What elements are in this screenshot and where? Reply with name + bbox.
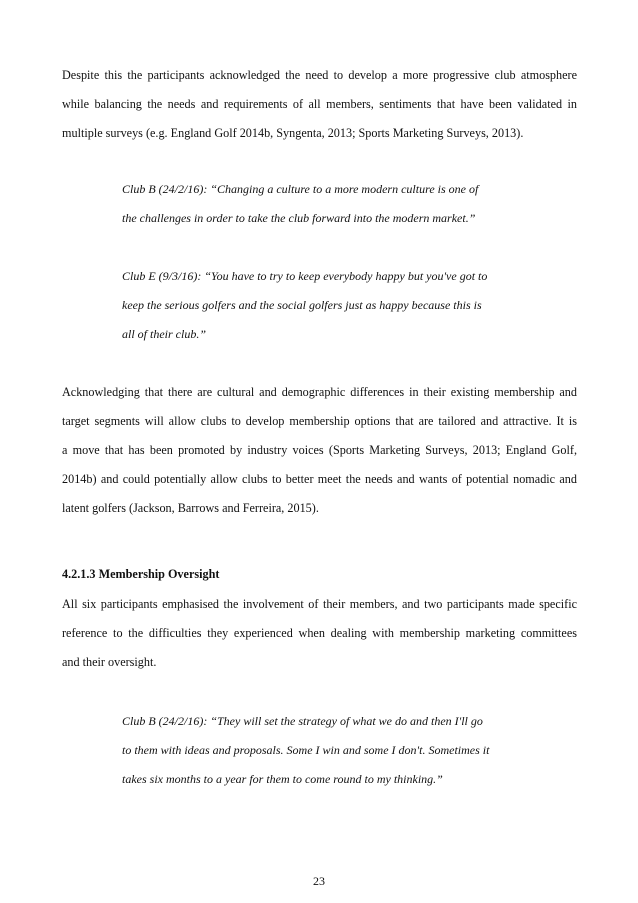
quote-1-line-1: Club B (24/2/16): “Changing a culture to a more modern culture is one of [122,182,479,196]
quote-3-line-1: Club B (24/2/16): “They will set the strategy of what we do and then I'll go [122,714,483,728]
paragraph-2-line-4: 2014b) and could potentially allow clubs to better meet the needs and wants of potential nomadic and [62,472,577,486]
paragraph-2-line-1: Acknowledging that there are cultural and demographic differences in their existing membership and [62,385,577,399]
section-heading: 4.2.1.3 Membership Oversight [62,567,220,581]
paragraph-1-line-2: while balancing the needs and requirements of all members, sentiments that have been validated in [62,97,577,111]
quote-2-line-2: keep the serious golfers and the social golfers just as happy because this is [122,298,482,312]
paragraph-2-line-5: latent golfers (Jackson, Barrows and Ferreira, 2015). [62,501,319,515]
paragraph-3-line-1: All six participants emphasised the involvement of their members, and two participants made specific [62,597,577,611]
paragraph-2-line-2: target segments will allow clubs to develop membership options that are tailored and attractive. It is [62,414,577,428]
quote-1-line-2: the challenges in order to take the club forward into the modern market.” [122,211,476,225]
quote-3-line-2: to them with ideas and proposals. Some I win and some I don't. Sometimes it [122,743,490,757]
paragraph-3-line-3: and their oversight. [62,655,157,669]
paragraph-3-line-2: reference to the difficulties they experienced when dealing with membership marketing committees [62,626,577,640]
quote-2-line-3: all of their club.” [122,327,206,341]
paragraph-1-line-3: multiple surveys (e.g. England Golf 2014b, Syngenta, 2013; Sports Marketing Surveys, 2013). [62,126,524,140]
page-number: 23 [313,874,325,888]
quote-2-line-1: Club E (9/3/16): “You have to try to keep everybody happy but you've got to [122,269,488,283]
paragraph-2-line-3: a move that has been promoted by industry voices (Sports Marketing Surveys, 2013; England Golf, [62,443,577,457]
paragraph-1-line-1: Despite this the participants acknowledged the need to develop a more progressive club atmosphere [62,68,577,82]
quote-3-line-3: takes six months to a year for them to come round to my thinking.” [122,772,443,786]
